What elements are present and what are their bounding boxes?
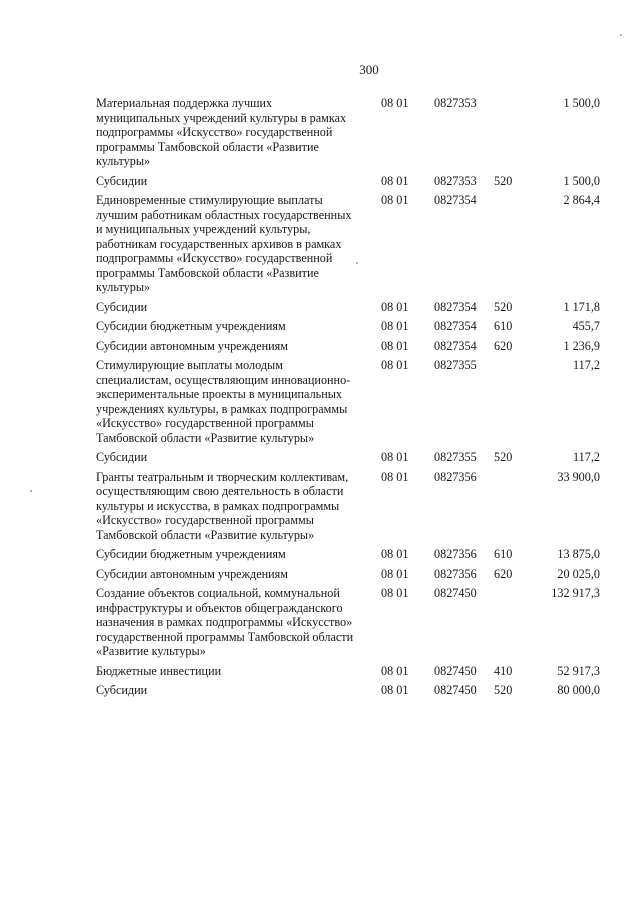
table-row [96,96,616,174]
scan-speck [30,490,32,492]
row-section-code: 08 01 [381,547,409,561]
row-expense-type: 610 [494,319,513,333]
row-expense-type: 520 [494,299,513,314]
row-name: Создание объектов социальной, коммунальной инфраструктуры и объектов общегражданского назначения в рамках подпрограммы «Искусство» государственной программы Тамбовской области «Развитие культуры» [96,586,354,658]
row-section-code: 08 01 [381,586,409,600]
row-amount: 132 917,3 [551,586,600,600]
table-row [96,339,616,359]
row-section-code: 08 01 [381,319,409,333]
row-expense-type: 610 [494,547,513,561]
row-section-code: 08 01 [381,566,409,581]
row-amount: 117,2 [573,450,600,464]
row-amount: 52 917,3 [557,663,600,678]
row-expense-type: 620 [494,566,513,581]
row-target-code: 0827354 [434,193,477,207]
table-row [96,450,616,470]
row-section-code: 08 01 [381,450,409,464]
row-expense-type: 520 [494,450,513,464]
row-name: Бюджетные инвестиции [96,663,222,678]
row-expense-type: 620 [494,338,513,353]
row-amount: 1 500,0 [563,96,600,110]
row-name: Субсидии бюджетным учреждениям [96,547,286,561]
table-row [96,193,616,300]
row-section-code: 08 01 [381,299,409,314]
row-section-code: 08 01 [381,193,409,207]
row-section-code: 08 01 [381,683,409,697]
table-row [96,683,616,703]
row-section-code: 08 01 [381,469,409,484]
table-row [96,358,616,450]
table-row [96,664,616,684]
row-target-code: 0827356 [434,566,477,581]
table-row [96,174,616,194]
row-section-code: 08 01 [381,663,409,678]
row-expense-type: 520 [494,173,513,188]
row-name: Субсидии [96,450,148,464]
row-name: Субсидии автономным учреждениям [96,566,288,581]
row-expense-type: 410 [494,663,513,678]
row-amount: 1 171,8 [563,299,600,314]
table-row [96,586,616,664]
table-row [96,319,616,339]
row-amount: 80 000,0 [557,683,600,697]
row-target-code: 0827355 [434,450,477,464]
scan-speck [356,262,358,264]
row-name: Единовременные стимулирующие выплаты лучшим работникам областных государственных и муниципальных учреждений культуры, работникам государственных архивов в рамках подпрограммы «Искусство» государственной программы Тамбовской области «Развитие культуры» [96,193,352,294]
row-amount: 117,2 [573,358,600,372]
row-target-code: 0827353 [434,173,477,188]
row-amount: 2 864,4 [563,193,600,207]
row-section-code: 08 01 [381,358,409,372]
row-amount: 1 500,0 [563,173,600,188]
row-amount: 33 900,0 [557,469,600,484]
page-number: 300 [359,62,379,77]
row-target-code: 0827354 [434,319,477,333]
table-row [96,547,616,567]
table-row [96,300,616,320]
row-section-code: 08 01 [381,96,409,110]
row-section-code: 08 01 [381,338,409,353]
row-name: Субсидии [96,173,148,188]
row-target-code: 0827450 [434,586,477,600]
row-target-code: 0827356 [434,469,477,484]
row-target-code: 0827353 [434,96,477,110]
row-name: Субсидии [96,683,148,697]
budget-table [96,96,616,703]
row-target-code: 0827354 [434,338,477,353]
row-name: Субсидии автономным учреждениям [96,338,288,353]
row-section-code: 08 01 [381,173,409,188]
row-target-code: 0827450 [434,663,477,678]
row-name: Субсидии [96,299,148,314]
table-row [96,470,616,548]
row-target-code: 0827355 [434,358,477,372]
row-target-code: 0827356 [434,547,477,561]
row-name: Гранты театральным и творческим коллективам, осуществляющим свою деятельность в области культуры и искусства, в рамках подпрограммы «Искусство» государственной программы Тамбовской области «Развитие культуры» [96,469,349,542]
row-target-code: 0827354 [434,299,477,314]
row-amount: 13 875,0 [557,547,600,561]
row-name: Материальная поддержка лучших муниципальных учреждений культуры в рамках подпрограммы «Искусство» государственной программы Тамбовской области «Развитие культуры» [96,96,347,168]
row-name: Стимулирующие выплаты молодым специалистам, осуществляющим инновационно-экспериментальные проекты в муниципальных учреждениях культуры, в рамках подпрограммы «Искусство» государственной программы Тамбовской области «Развитие культуры» [96,358,351,445]
row-name: Субсидии бюджетным учреждениям [96,319,286,333]
scan-speck [620,34,622,36]
row-amount: 20 025,0 [557,566,600,581]
table-row [96,567,616,587]
row-target-code: 0827450 [434,683,477,697]
row-amount: 455,7 [572,319,600,333]
row-expense-type: 520 [494,683,513,697]
row-amount: 1 236,9 [563,338,600,353]
